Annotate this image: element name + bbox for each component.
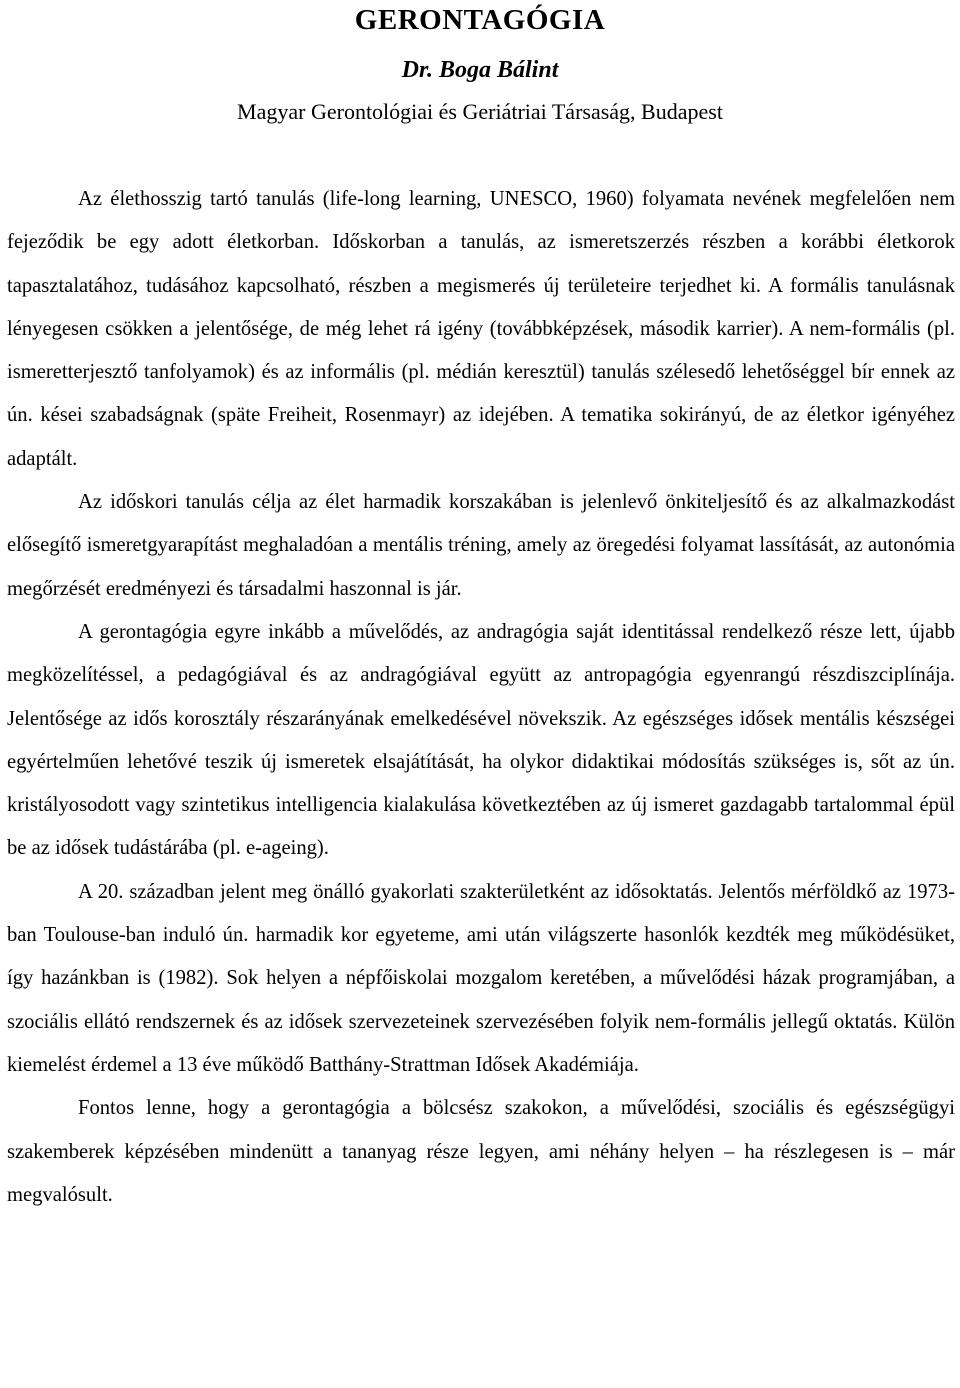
- document-body: [7, 178, 955, 1217]
- document-title: GERONTAGÓGIA: [354, 4, 606, 36]
- paragraph-1: Az élethosszig tartó tanulás (life-long learning, UNESCO, 1960) folyamata nevének megfelelően nem fejeződik be egy adott életkorban. Időskorban a tanulás, az ismeretszerzés részben a korábbi életkorok tapasztalatához, tudásához kapcsolható, részben a megismerés új területeire terjedhet ki. A formális tanulásnak lényegesen csökken a jelentősége, de még lehet rá igény (továbbképzések, második karrier). A nem-formális (pl. ismeretterjesztő tanfolyamok) és az informális (pl. médián keresztül) tanulás szélesedő lehetőséggel bír ennek az ún. kései szabadságnak (späte Freiheit, Rosenmayr) az idejében. A tematika sokirányú, de az életkor igényéhez adaptált.: [7, 188, 955, 470]
- document-affiliation: Magyar Gerontológiai és Geriátriai Társaság, Budapest: [237, 99, 723, 124]
- paragraph-4: A 20. században jelent meg önálló gyakorlati szakterületként az idősoktatás. Jelentős mérföldkő az 1973-ban Toulouse-ban induló ún. harmadik kor egyeteme, ami után világszerte hasonlók kezdték meg működésüket, így hazánkban is (1982). Sok helyen a népfőiskolai mozgalom keretében, a művelődési házak programjában, a szociális ellátó rendszernek és az idősek szervezeteinek szervezésében folyik nem-formális jellegű oktatás. Külön kiemelést érdemel a 13 éve működő Batthány-Strattman Idősek Akadémiája.: [7, 880, 955, 1076]
- paragraph-5: Fontos lenne, hogy a gerontagógia a bölcsész szakokon, a művelődési, szociális és egészségügyi szakemberek képzésében mindenütt a tananyag része legyen, ami néhány helyen – ha részlegesen is – már megvalósult.: [7, 1097, 955, 1206]
- paragraph-3: A gerontagógia egyre inkább a művelődés, az andragógia saját identitással rendelkező része lett, újabb megközelítéssel, a pedagógiával és az andragógiával együtt az antropagógia egyenrangú részdiszciplínája. Jelentősége az idős korosztály részarányának emelkedésével növekszik. Az egészséges idősek mentális készségei egyértelműen lehetővé teszik új ismeretek elsajátítását, ha olykor didaktikai módosítás szükséges is, sőt az ún. kristályosodott vagy szintetikus intelligencia kialakulása következtében az új ismeret gazdagabb tartalommal épül be az idősek tudástárába (pl. e-ageing).: [7, 620, 955, 860]
- paragraph-2: Az időskori tanulás célja az élet harmadik korszakában is jelenlevő önkiteljesítő és az alkalmazkodást elősegítő ismeretgyarapítást meghaladóan a mentális tréning, amely az öregedési folyamat lassítását, az autonómia megőrzését eredményezi és társadalmi haszonnal is jár.: [7, 491, 955, 600]
- document-author: Dr. Boga Bálint: [401, 57, 559, 83]
